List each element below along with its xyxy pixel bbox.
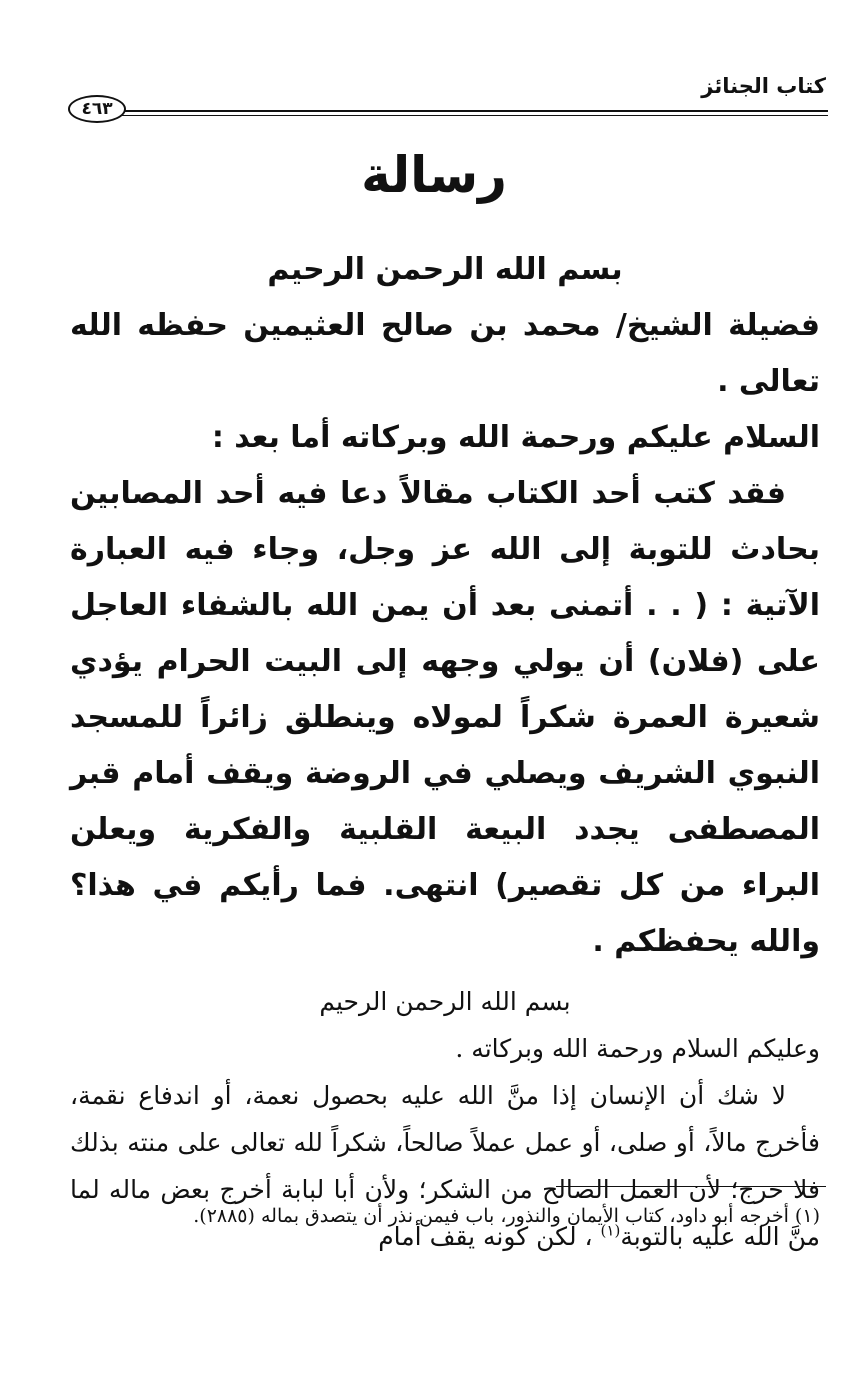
answer-body-part2: ، لكن كونه يقف أمام — [378, 1222, 593, 1251]
answer-basmala: بسم الله الرحمن الرحيم — [319, 987, 571, 1016]
header-rule — [118, 110, 828, 116]
page-number: ٤٦٣ — [68, 95, 126, 123]
question-basmala: بسم الله الرحمن الرحيم — [267, 252, 623, 287]
page-body — [70, 242, 820, 1260]
question-addressee: فضيلة الشيخ/ محمد بن صالح العثيمين حفظه الله تعالى . — [70, 308, 820, 399]
answer-greeting: وعليكم السلام ورحمة الله وبركاته . — [455, 1034, 820, 1063]
running-title: كتاب الجنائز — [701, 74, 826, 98]
footnote-reference: (١) — [600, 1221, 621, 1240]
footnote: (١) أخرجه أبو داود، كتاب الأيمان والنذور، باب فيمن نذر أن يتصدق بماله (٢٨٨٥). — [193, 1205, 820, 1227]
footnote-rule — [556, 1186, 826, 1187]
answer-body-part1: لا شك أن الإنسان إذا منَّ الله عليه بحصول نعمة، أو اندفاع نقمة، فأخرج مالاً، أو صلى، أو عمل عملاً صالحاً، شكراً لله تعالى على منته بذلك فلا حرج؛ لأن العمل الصالح من الشكر؛ ولأن أبا لبابة أخرج بعض ماله لما منَّ الله عليه بالتوبة — [70, 1081, 820, 1251]
question-greeting: السلام عليكم ورحمة الله وبركاته أما بعد : — [211, 420, 820, 455]
page-title: رسالة — [361, 146, 507, 204]
question-body: فقد كتب أحد الكتاب مقالاً دعا فيه أحد المصابين بحادث للتوبة إلى الله عز وجل، وجاء فيه العبارة الآتية : ( . . أتمنى بعد أن يمن الله بالشفاء العاجل على (فلان) أن يولي وجهه إلى البيت الحرام يؤدي شعيرة العمرة شكراً لمولاه وينطلق زائراً للمسجد النبوي الشريف ويصلي في الروضة ويقف أمام قبر المصطفى يجدد البيعة القلبية والفكرية ويعلن البراء من كل تقصير) انتهى. فما رأيكم في هذا؟ والله يحفظكم . — [70, 476, 820, 959]
